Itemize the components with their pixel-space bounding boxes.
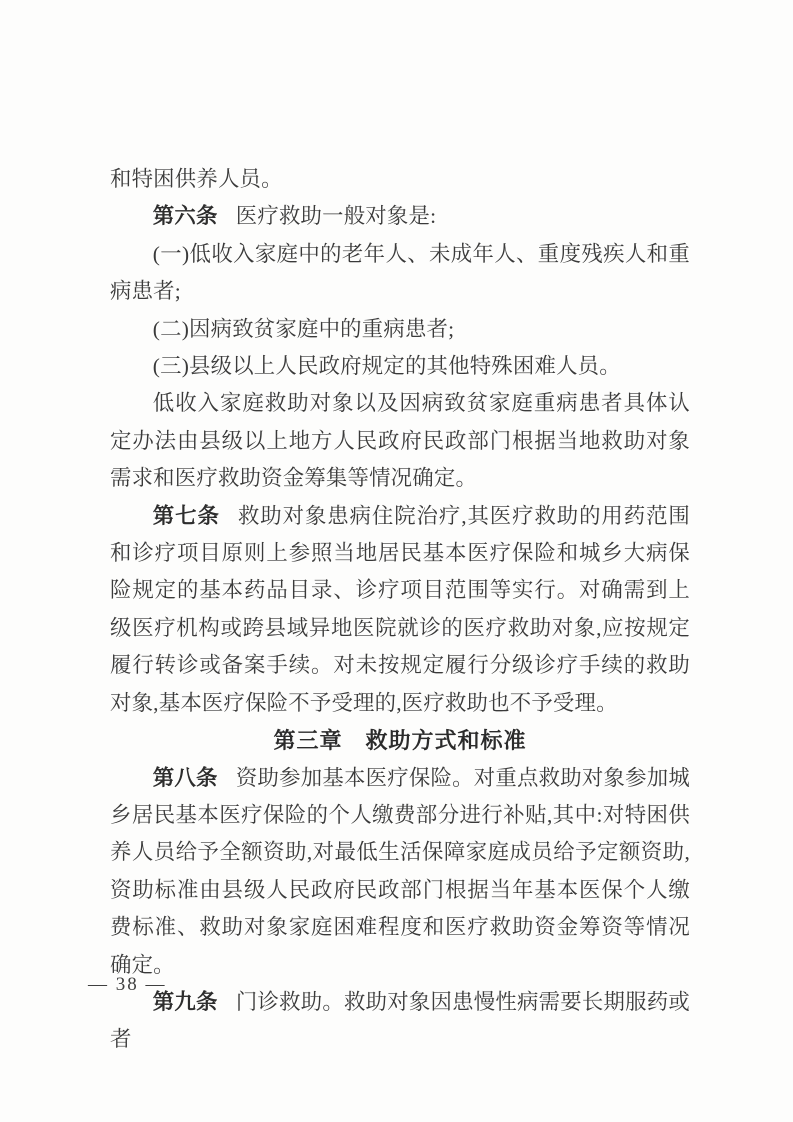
paragraph-item-2: (二)因病致贫家庭中的重病患者; [152,316,455,341]
paragraph-item-3: (三)县级以上人民政府规定的其他特殊困难人员。 [152,354,621,379]
article-9-label: 第九条 [152,989,218,1014]
article-7-label: 第七条 [152,503,220,528]
article-8-label: 第八条 [152,765,218,790]
paragraph-item-1: (一)低收入家庭中的老年人、未成年人、重度残疾人和重病患者; [110,241,690,304]
paragraph-determination: 低收入家庭救助对象以及因病致贫家庭重病患者具体认定办法由县级以上地方人民政府民政部门根据当地救助对象需求和医疗救助资金筹集等情况确定。 [110,391,690,491]
paragraph-article-7 [110,498,690,722]
article-9-text: 门诊救助。救助对象因患慢性病需要长期服药或者 [110,989,690,1052]
article-8-text: 资助参加基本医疗保险。对重点救助对象参加城乡居民基本医疗保险的个人缴费部分进行补贴,其中:对特困供养人员给予全额资助,对最低生活保障家庭成员给予定额资助,资助标准由县级人民政府民政部门根据当年基本医保个人缴费标准、救助对象家庭困难程度和医疗救助资金筹资等情况确定。 [110,765,690,977]
paragraph-article-8 [110,760,690,984]
text-block [110,161,690,1059]
paragraph-continuation: 和特困供养人员。 [110,167,283,191]
page-number: — 38 — [88,974,167,995]
chapter-3-heading: 第三章 救助方式和标准 [273,728,527,754]
article-6-text: 医疗救助一般对象是: [235,204,437,229]
paragraph-article-6 [110,198,690,235]
article-6-label: 第六条 [152,204,218,229]
paragraph-article-9 [110,984,690,1059]
article-7-text: 救助对象患病住院治疗,其医疗救助的用药范围和诊疗项目原则上参照当地居民基本医疗保险和城乡大病保险规定的基本药品目录、诊疗项目范围等实行。对确需到上级医疗机构或跨县域异地医院就诊的医疗救助对象,应按规定履行转诊或备案手续。对未按规定履行分级诊疗手续的救助对象,基本医疗保险不予受理的,医疗救助也不予受理。 [110,503,690,715]
